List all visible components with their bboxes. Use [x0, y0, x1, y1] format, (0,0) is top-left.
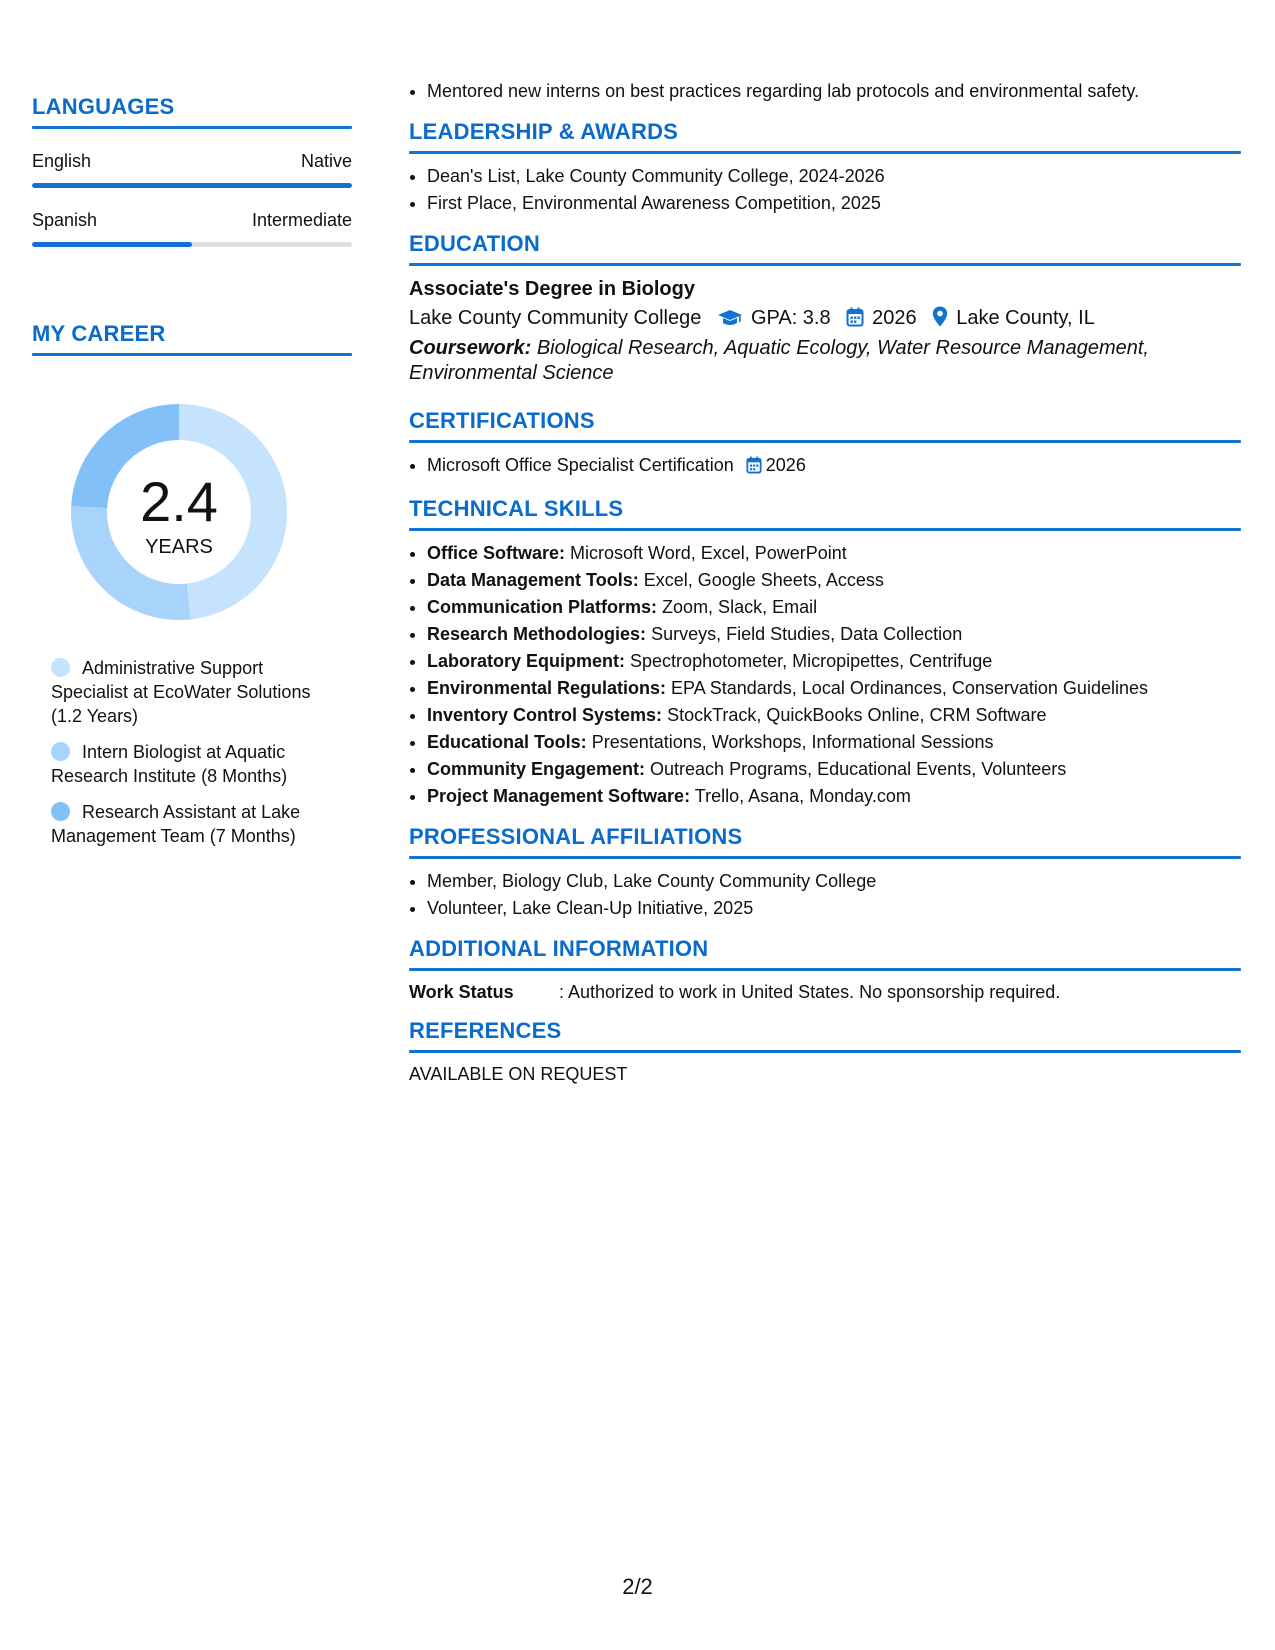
skill-category: Project Management Software:: [427, 786, 691, 806]
language-proficiency-fill: [32, 242, 192, 247]
leadership-heading: LEADERSHIP & AWARDS: [409, 119, 679, 144]
skill-category: Communication Platforms:: [427, 597, 658, 617]
skill-category: Environmental Regulations:: [427, 678, 667, 698]
career-legend-item: [51, 800, 341, 848]
career-section: [32, 321, 352, 848]
work-status-label: Work Status: [409, 982, 514, 1002]
skill-values: Excel, Google Sheets, Access: [643, 570, 884, 590]
skill-category: Laboratory Equipment:: [427, 651, 626, 671]
career-legend: [51, 656, 341, 848]
career-legend-label: Intern Biologist at Aquatic Research Institute (8 Months): [51, 742, 288, 786]
experience-bullet: • Mentored new interns on best practices regarding lab protocols and environmental safety.: [427, 78, 1241, 105]
skill-values: EPA Standards, Local Ordinances, Conservation Guidelines: [671, 678, 1148, 698]
leadership-section: [409, 119, 1241, 217]
skill-category: Office Software:: [427, 543, 566, 563]
skill-item: [427, 729, 1241, 756]
affiliations-heading: PROFESSIONAL AFFILIATIONS: [409, 824, 743, 849]
additional-section: [409, 936, 1241, 1004]
language-name: English: [32, 151, 92, 171]
languages-section: [32, 94, 352, 247]
skill-values: Outreach Programs, Educational Events, Volunteers: [650, 759, 1067, 779]
certifications-list: [409, 452, 1241, 482]
language-proficiency-bar: [32, 242, 352, 247]
education-heading: EDUCATION: [409, 231, 540, 256]
career-heading: MY CAREER: [32, 321, 166, 346]
skill-item: [427, 621, 1241, 648]
map-pin-icon: [932, 306, 948, 336]
language-proficiency-fill: [32, 183, 352, 188]
page-number: 2/2: [622, 1574, 653, 1599]
additional-heading: ADDITIONAL INFORMATION: [409, 936, 709, 961]
graduation-year: 2026: [872, 307, 917, 329]
education-details: [409, 303, 1241, 336]
legend-color-dot: [51, 802, 70, 821]
certifications-heading: CERTIFICATIONS: [409, 408, 595, 433]
education-section: [409, 231, 1241, 386]
legend-color-dot: [51, 658, 70, 677]
career-legend-label: Research Assistant at Lake Management Team (7 Months): [51, 802, 301, 846]
skill-values: Trello, Asana, Monday.com: [694, 786, 911, 806]
section-divider: [409, 151, 1241, 154]
leadership-list: [409, 163, 1241, 217]
skill-category: Inventory Control Systems:: [427, 705, 663, 725]
career-legend-item: [51, 656, 341, 728]
language-row: [32, 151, 352, 173]
section-divider: [409, 440, 1241, 443]
work-status-value: : Authorized to work in United States. No sponsorship required.: [559, 982, 1061, 1002]
references-section: [409, 1018, 1241, 1086]
skill-values: Surveys, Field Studies, Data Collection: [651, 624, 963, 644]
career-donut-chart: [67, 400, 291, 624]
career-total-years: 2.4: [140, 470, 218, 533]
references-heading: REFERENCES: [409, 1018, 562, 1043]
experience-bullets: [409, 78, 1241, 105]
language-proficiency-bar: [32, 183, 352, 188]
section-divider: [409, 968, 1241, 971]
gpa: GPA: 3.8: [750, 307, 831, 329]
section-divider: [409, 856, 1241, 859]
skill-item: [427, 567, 1241, 594]
certifications-section: [409, 408, 1241, 482]
skill-values: StockTrack, QuickBooks Online, CRM Software: [667, 705, 1047, 725]
coursework-label: Coursework:: [409, 337, 532, 359]
skill-item: [427, 783, 1241, 810]
skill-category: Community Engagement:: [427, 759, 646, 779]
affiliations-section: [409, 824, 1241, 922]
school-location: Lake County, IL: [956, 307, 1095, 329]
career-legend-label: Administrative Support Specialist at EcoWater Solutions (1.2 Years): [51, 658, 311, 726]
skill-item: [427, 702, 1241, 729]
certification-name: Microsoft Office Specialist Certification: [427, 455, 734, 475]
section-divider: [409, 1050, 1241, 1053]
work-status-row: [409, 980, 1241, 1004]
skill-item: [427, 648, 1241, 675]
right-column: [409, 78, 1241, 1086]
career-legend-item: [51, 740, 341, 788]
languages-heading: LANGUAGES: [32, 94, 175, 119]
calendar-icon: [846, 306, 864, 336]
skill-category: Educational Tools:: [427, 732, 587, 752]
section-divider: [409, 528, 1241, 531]
affiliation-item: • Volunteer, Lake Clean-Up Initiative, 2025: [427, 895, 1241, 922]
graduation-cap-icon: [717, 306, 743, 336]
skill-values: Microsoft Word, Excel, PowerPoint: [570, 543, 847, 563]
coursework: [409, 336, 1241, 386]
language-name: Spanish: [32, 210, 98, 230]
section-divider: [409, 263, 1241, 266]
language-level: Native: [300, 151, 352, 171]
references-text: AVAILABLE ON REQUEST: [409, 1064, 628, 1084]
language-level: Intermediate: [251, 210, 352, 230]
skills-list: [409, 540, 1241, 810]
leadership-item: • Dean's List, Lake County Community College, 2024-2026: [427, 163, 1241, 190]
skill-item: [427, 594, 1241, 621]
affiliation-item: • Member, Biology Club, Lake County Community College: [427, 868, 1241, 895]
certification-year: 2026: [765, 455, 806, 475]
affiliations-list: [409, 868, 1241, 922]
skill-values: Spectrophotometer, Micropipettes, Centrifuge: [630, 651, 993, 671]
legend-color-dot: [51, 742, 70, 761]
degree-title: Associate's Degree in Biology: [409, 278, 695, 300]
skill-item: [427, 675, 1241, 702]
language-row: [32, 210, 352, 232]
skill-item: [427, 756, 1241, 783]
calendar-icon: [746, 455, 762, 482]
school-name: Lake County Community College: [409, 307, 702, 329]
skill-values: Zoom, Slack, Email: [662, 597, 818, 617]
certification-item: [427, 452, 1241, 482]
coursework-list: Biological Research, Aquatic Ecology, Water Resource Management, Environmental Science: [409, 337, 1149, 384]
skills-section: [409, 496, 1241, 810]
skill-category: Research Methodologies:: [427, 624, 647, 644]
skill-values: Presentations, Workshops, Informational Sessions: [591, 732, 994, 752]
skill-item: [427, 540, 1241, 567]
section-divider: [32, 353, 352, 356]
left-column: [32, 94, 352, 860]
skill-category: Data Management Tools:: [427, 570, 639, 590]
career-total-unit: YEARS: [145, 536, 213, 558]
language-list: [32, 151, 352, 247]
section-divider: [32, 126, 352, 129]
skills-heading: TECHNICAL SKILLS: [409, 496, 624, 521]
leadership-item: • First Place, Environmental Awareness Competition, 2025: [427, 190, 1241, 217]
